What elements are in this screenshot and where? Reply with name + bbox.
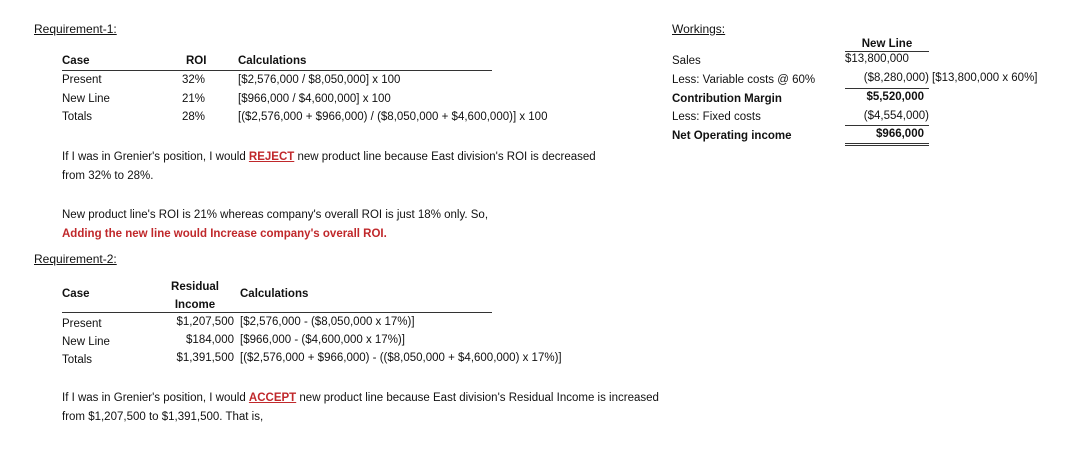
- req2-residual-income: $1,207,500: [176, 316, 234, 328]
- req1-conclusion-line2: from 32% to 28%.: [62, 170, 154, 182]
- req2-residual-income: $1,391,500: [176, 352, 234, 364]
- req1-roi: 21%: [182, 93, 206, 105]
- req2-case: Totals: [62, 354, 93, 366]
- requirement-1-heading: Requirement-1:: [34, 22, 117, 36]
- req1-conclusion-post: new product line because East division's ROI is decreased: [294, 151, 596, 163]
- req1-header-rule: [62, 70, 492, 71]
- req2-header-ri-line1: Residual: [171, 281, 219, 293]
- workings-header-rule: [845, 51, 929, 52]
- reject-keyword: REJECT: [248, 151, 295, 163]
- workings-label: Sales: [672, 55, 701, 67]
- workings-value: $13,800,000: [845, 53, 909, 65]
- workings-label: Net Operating income: [672, 130, 792, 142]
- workings-total-rule-2: [845, 145, 929, 146]
- workings-value: ($4,554,000): [863, 110, 929, 122]
- workings-label: Contribution Margin: [672, 93, 782, 105]
- req1-note: [62, 206, 622, 244]
- workings-subtotal-rule: [845, 88, 929, 89]
- req1-calc: [$966,000 / $4,600,000] x 100: [238, 93, 391, 105]
- req1-calc: [($2,576,000 + $966,000) / ($8,050,000 + $4,600,000)] x 100: [238, 111, 548, 123]
- req1-case: Present: [62, 74, 102, 86]
- req2-header-ri-line2: Income: [174, 299, 216, 311]
- req2-calc: [$966,000 - ($4,600,000 x 17%)]: [240, 334, 405, 346]
- req2-header-calculations: Calculations: [240, 288, 309, 300]
- req2-calc: [($2,576,000 + $966,000) - (($8,050,000 + $4,600,000) x 17%)]: [240, 352, 562, 364]
- req1-note-line1: New product line's ROI is 21% whereas company's overall ROI is just 18% only. So,: [62, 209, 489, 221]
- workings-column-header: New Line: [861, 38, 913, 50]
- req2-calc: [$2,576,000 - ($8,050,000 x 17%)]: [240, 316, 415, 328]
- req2-header-rule: [62, 312, 492, 313]
- workings-label: Less: Variable costs @ 60%: [672, 74, 816, 86]
- req2-case: Present: [62, 318, 102, 330]
- req1-note-line2: Adding the new line would Increase company's overall ROI.: [62, 228, 387, 240]
- req2-residual-income: $184,000: [186, 334, 234, 346]
- accept-keyword: ACCEPT: [248, 392, 297, 404]
- workings-value: $5,520,000: [866, 91, 924, 103]
- req2-conclusion-line2: from $1,207,500 to $1,391,500. That is,: [62, 411, 264, 423]
- req2-case: New Line: [62, 336, 110, 348]
- req1-case: New Line: [62, 93, 110, 105]
- req1-roi: 28%: [182, 111, 206, 123]
- req1-conclusion: [62, 148, 662, 186]
- req1-case: Totals: [62, 111, 93, 123]
- req2-conclusion: [62, 389, 742, 427]
- req1-header-case: Case: [62, 55, 90, 67]
- req2-header-residual-income: [160, 278, 230, 314]
- req1-calc: [$2,576,000 / $8,050,000] x 100: [238, 74, 401, 86]
- req1-conclusion-pre: If I was in Grenier's position, I would: [62, 151, 249, 163]
- workings-note: [$13,800,000 x 60%]: [932, 72, 1038, 84]
- workings-heading: Workings:: [672, 22, 726, 36]
- workings-label: Less: Fixed costs: [672, 111, 761, 123]
- req1-header-roi: ROI: [186, 55, 207, 67]
- workings-value: $966,000: [876, 128, 924, 140]
- req1-roi: 32%: [182, 74, 206, 86]
- requirement-2-heading: Requirement-2:: [34, 252, 117, 266]
- req2-conclusion-post: new product line because East division's Residual Income is increased: [296, 392, 659, 404]
- req2-header-case: Case: [62, 288, 90, 300]
- workings-fixed-rule: [845, 125, 929, 126]
- workings-value: ($8,280,000): [863, 72, 929, 84]
- req1-header-calculations: Calculations: [238, 55, 307, 67]
- workings-total-rule-1: [845, 143, 929, 144]
- req2-conclusion-pre: If I was in Grenier's position, I would: [62, 392, 249, 404]
